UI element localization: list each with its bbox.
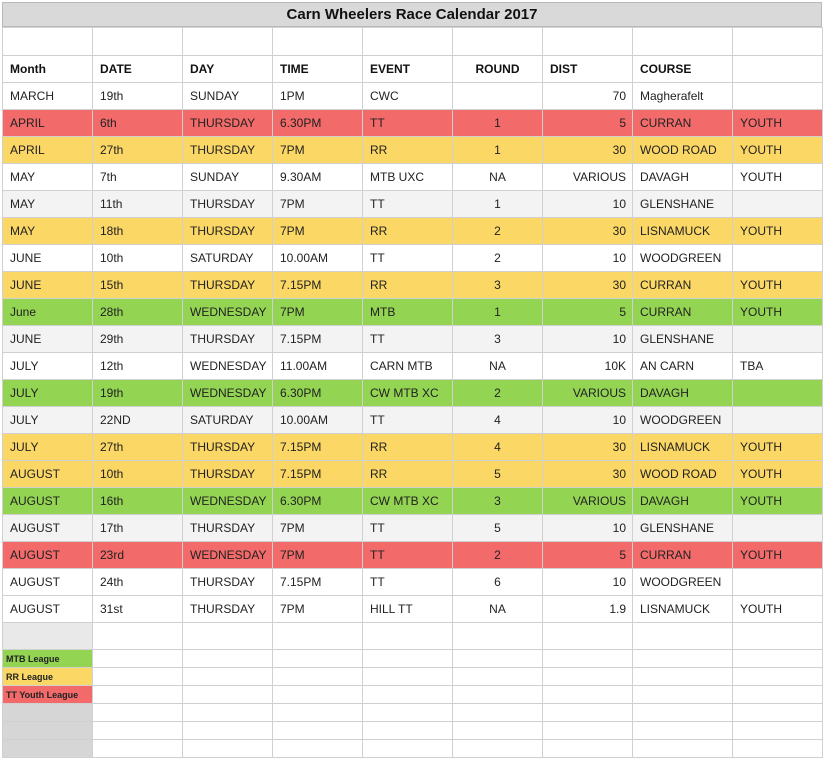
cell[interactable] bbox=[93, 722, 183, 740]
cell[interactable] bbox=[633, 623, 733, 650]
cell[interactable] bbox=[543, 740, 633, 758]
cell[interactable] bbox=[453, 623, 543, 650]
header-course[interactable]: COURSE bbox=[633, 56, 733, 83]
cell[interactable] bbox=[93, 668, 183, 686]
cell-round[interactable]: 1 bbox=[453, 137, 543, 164]
cell-day[interactable]: THURSDAY bbox=[183, 137, 273, 164]
cell-time[interactable]: 7.15PM bbox=[273, 569, 363, 596]
cell-round[interactable]: NA bbox=[453, 596, 543, 623]
cell-dist[interactable]: 5 bbox=[543, 110, 633, 137]
cell[interactable] bbox=[733, 668, 823, 686]
cell[interactable] bbox=[633, 704, 733, 722]
cell-day[interactable]: WEDNESDAY bbox=[183, 542, 273, 569]
cell-time[interactable]: 7.15PM bbox=[273, 434, 363, 461]
cell-day[interactable]: THURSDAY bbox=[183, 434, 273, 461]
cell-extra[interactable]: YOUTH bbox=[733, 164, 823, 191]
cell-day[interactable]: THURSDAY bbox=[183, 110, 273, 137]
cell-extra[interactable] bbox=[733, 407, 823, 434]
cell-month[interactable]: June bbox=[3, 299, 93, 326]
cell[interactable] bbox=[183, 650, 273, 668]
cell[interactable] bbox=[363, 668, 453, 686]
table-row bbox=[3, 245, 823, 272]
cell-extra[interactable] bbox=[733, 191, 823, 218]
cell-month[interactable]: AUGUST bbox=[3, 569, 93, 596]
cell-month[interactable]: AUGUST bbox=[3, 596, 93, 623]
cell[interactable] bbox=[273, 704, 363, 722]
table-row bbox=[3, 191, 823, 218]
cell-extra[interactable] bbox=[733, 515, 823, 542]
cell-event[interactable]: TT bbox=[363, 407, 453, 434]
cell[interactable] bbox=[93, 704, 183, 722]
cell-month[interactable]: JULY bbox=[3, 407, 93, 434]
cell-dist[interactable]: 30 bbox=[543, 434, 633, 461]
cell[interactable] bbox=[633, 28, 733, 56]
cell[interactable] bbox=[633, 740, 733, 758]
cell-month[interactable]: MARCH bbox=[3, 83, 93, 110]
cell-time[interactable]: 6.30PM bbox=[273, 488, 363, 515]
cell-month[interactable]: AUGUST bbox=[3, 488, 93, 515]
cell-course[interactable]: GLENSHANE bbox=[633, 191, 733, 218]
cell[interactable] bbox=[453, 668, 543, 686]
cell[interactable] bbox=[543, 650, 633, 668]
blank-row bbox=[3, 28, 823, 56]
cell-dist[interactable]: 70 bbox=[543, 83, 633, 110]
cell-day[interactable]: WEDNESDAY bbox=[183, 488, 273, 515]
table-row bbox=[3, 83, 823, 110]
cell[interactable] bbox=[733, 704, 823, 722]
header-row bbox=[3, 56, 823, 83]
cell-month[interactable]: APRIL bbox=[3, 137, 93, 164]
header-month[interactable]: Month bbox=[3, 56, 93, 83]
table-row bbox=[3, 596, 823, 623]
cell[interactable] bbox=[543, 704, 633, 722]
cell-day[interactable]: THURSDAY bbox=[183, 218, 273, 245]
cell-dist[interactable]: 1.9 bbox=[543, 596, 633, 623]
cell-dist[interactable]: 10 bbox=[543, 569, 633, 596]
cell[interactable] bbox=[273, 686, 363, 704]
cell-dist[interactable]: VARIOUS bbox=[543, 380, 633, 407]
cell-date[interactable]: 27th bbox=[93, 434, 183, 461]
table-row bbox=[3, 461, 823, 488]
cell-month[interactable]: AUGUST bbox=[3, 515, 93, 542]
cell-course[interactable]: DAVAGH bbox=[633, 380, 733, 407]
cell-extra[interactable] bbox=[733, 245, 823, 272]
cell[interactable] bbox=[543, 28, 633, 56]
cell[interactable] bbox=[363, 740, 453, 758]
sheet-title: Carn Wheelers Race Calendar 2017 bbox=[2, 2, 822, 27]
cell-dist[interactable]: 5 bbox=[543, 542, 633, 569]
cell-round[interactable]: 4 bbox=[453, 434, 543, 461]
cell-event[interactable]: TT bbox=[363, 245, 453, 272]
cell-date[interactable]: 27th bbox=[93, 137, 183, 164]
cell-dist[interactable]: VARIOUS bbox=[543, 488, 633, 515]
table-row bbox=[3, 380, 823, 407]
cell[interactable] bbox=[273, 28, 363, 56]
table-row bbox=[3, 353, 823, 380]
cell[interactable] bbox=[633, 686, 733, 704]
cell-course[interactable]: Magherafelt bbox=[633, 83, 733, 110]
calendar-table bbox=[2, 27, 823, 758]
cell-date[interactable]: 18th bbox=[93, 218, 183, 245]
cell-time[interactable]: 7PM bbox=[273, 137, 363, 164]
cell-month[interactable]: JULY bbox=[3, 380, 93, 407]
cell-course[interactable]: GLENSHANE bbox=[633, 326, 733, 353]
cell-time[interactable]: 10.00AM bbox=[273, 245, 363, 272]
table-row bbox=[3, 434, 823, 461]
cell-course[interactable]: LISNAMUCK bbox=[633, 434, 733, 461]
cell-round[interactable]: NA bbox=[453, 164, 543, 191]
cell-time[interactable]: 7.15PM bbox=[273, 326, 363, 353]
cell-dist[interactable]: 10 bbox=[543, 326, 633, 353]
cell[interactable] bbox=[363, 722, 453, 740]
cell[interactable] bbox=[733, 650, 823, 668]
cell-day[interactable]: THURSDAY bbox=[183, 461, 273, 488]
cell-event[interactable]: TT bbox=[363, 110, 453, 137]
cell-date[interactable]: 6th bbox=[93, 110, 183, 137]
cell-day[interactable]: THURSDAY bbox=[183, 569, 273, 596]
cell[interactable] bbox=[453, 704, 543, 722]
cell-day[interactable]: THURSDAY bbox=[183, 515, 273, 542]
cell-round[interactable]: 2 bbox=[453, 218, 543, 245]
cell-date[interactable]: 23rd bbox=[93, 542, 183, 569]
cell-event[interactable]: RR bbox=[363, 137, 453, 164]
cell[interactable] bbox=[453, 740, 543, 758]
header-round[interactable]: ROUND bbox=[453, 56, 543, 83]
cell-date[interactable]: 19th bbox=[93, 83, 183, 110]
legend-rr-league[interactable]: RR League bbox=[3, 668, 93, 686]
cell-month[interactable]: JULY bbox=[3, 434, 93, 461]
cell-date[interactable]: 19th bbox=[93, 380, 183, 407]
cell-round[interactable]: 4 bbox=[453, 407, 543, 434]
cell[interactable] bbox=[543, 722, 633, 740]
cell-course[interactable]: CURRAN bbox=[633, 110, 733, 137]
cell[interactable] bbox=[273, 740, 363, 758]
cell-round[interactable]: 2 bbox=[453, 245, 543, 272]
cell[interactable] bbox=[733, 740, 823, 758]
legend-tt-youth-league[interactable]: TT Youth League bbox=[3, 686, 93, 704]
cell[interactable] bbox=[273, 668, 363, 686]
cell-time[interactable]: 6.30PM bbox=[273, 110, 363, 137]
table-row bbox=[3, 488, 823, 515]
cell-time[interactable]: 7PM bbox=[273, 299, 363, 326]
cell-event[interactable]: CWC bbox=[363, 83, 453, 110]
cell[interactable] bbox=[453, 650, 543, 668]
cell-day[interactable]: THURSDAY bbox=[183, 326, 273, 353]
cell-course[interactable]: WOODGREEN bbox=[633, 245, 733, 272]
cell-event[interactable]: TT bbox=[363, 515, 453, 542]
cell-time[interactable]: 1PM bbox=[273, 83, 363, 110]
legend-row bbox=[3, 668, 823, 686]
cell-day[interactable]: THURSDAY bbox=[183, 272, 273, 299]
cell-date[interactable]: 15th bbox=[93, 272, 183, 299]
cell-event[interactable]: TT bbox=[363, 326, 453, 353]
cell[interactable] bbox=[633, 650, 733, 668]
cell[interactable] bbox=[733, 623, 823, 650]
cell-day[interactable]: SUNDAY bbox=[183, 83, 273, 110]
cell-day[interactable]: WEDNESDAY bbox=[183, 380, 273, 407]
cell-round[interactable]: 5 bbox=[453, 461, 543, 488]
cell[interactable] bbox=[453, 28, 543, 56]
table-row bbox=[3, 137, 823, 164]
cell[interactable] bbox=[363, 650, 453, 668]
cell-date[interactable]: 11th bbox=[93, 191, 183, 218]
cell[interactable] bbox=[93, 686, 183, 704]
cell[interactable] bbox=[453, 686, 543, 704]
cell-round[interactable]: 6 bbox=[453, 569, 543, 596]
cell-event[interactable]: HILL TT bbox=[363, 596, 453, 623]
legend-row bbox=[3, 650, 823, 668]
legend-mtb-league[interactable]: MTB League bbox=[3, 650, 93, 668]
legend-blank[interactable] bbox=[3, 704, 93, 722]
cell-course[interactable]: CURRAN bbox=[633, 542, 733, 569]
cell[interactable] bbox=[363, 623, 453, 650]
cell[interactable] bbox=[183, 740, 273, 758]
cell-event[interactable]: RR bbox=[363, 218, 453, 245]
cell-round[interactable]: 2 bbox=[453, 380, 543, 407]
cell-time[interactable]: 7.15PM bbox=[273, 272, 363, 299]
cell-course[interactable]: WOODGREEN bbox=[633, 407, 733, 434]
cell[interactable] bbox=[543, 686, 633, 704]
cell-course[interactable]: GLENSHANE bbox=[633, 515, 733, 542]
cell-extra[interactable]: YOUTH bbox=[733, 488, 823, 515]
header-dist[interactable]: DIST bbox=[543, 56, 633, 83]
cell[interactable] bbox=[93, 740, 183, 758]
legend-row bbox=[3, 686, 823, 704]
cell-event[interactable]: RR bbox=[363, 434, 453, 461]
cell-event[interactable]: TT bbox=[363, 191, 453, 218]
cell-round[interactable]: 1 bbox=[453, 191, 543, 218]
cell-extra[interactable]: YOUTH bbox=[733, 461, 823, 488]
legend-blank[interactable] bbox=[3, 740, 93, 758]
cell-extra[interactable]: YOUTH bbox=[733, 272, 823, 299]
cell-month[interactable]: MAY bbox=[3, 164, 93, 191]
cell-date[interactable]: 10th bbox=[93, 245, 183, 272]
header-day[interactable]: DAY bbox=[183, 56, 273, 83]
table-row bbox=[3, 164, 823, 191]
table-row bbox=[3, 272, 823, 299]
cell-day[interactable]: SUNDAY bbox=[183, 164, 273, 191]
cell-dist[interactable]: VARIOUS bbox=[543, 164, 633, 191]
cell-date[interactable]: 12th bbox=[93, 353, 183, 380]
cell-course[interactable]: DAVAGH bbox=[633, 164, 733, 191]
cell-day[interactable]: SATURDAY bbox=[183, 407, 273, 434]
cell-dist[interactable]: 30 bbox=[543, 272, 633, 299]
cell-event[interactable]: TT bbox=[363, 569, 453, 596]
cell-time[interactable]: 7PM bbox=[273, 515, 363, 542]
legend-row bbox=[3, 740, 823, 758]
cell-time[interactable]: 7PM bbox=[273, 542, 363, 569]
cell-course[interactable]: CURRAN bbox=[633, 272, 733, 299]
cell-date[interactable]: 28th bbox=[93, 299, 183, 326]
cell-date[interactable]: 31st bbox=[93, 596, 183, 623]
cell-month[interactable]: AUGUST bbox=[3, 461, 93, 488]
cell-date[interactable]: 10th bbox=[93, 461, 183, 488]
cell-month[interactable]: MAY bbox=[3, 218, 93, 245]
cell-course[interactable]: WOOD ROAD bbox=[633, 461, 733, 488]
cell[interactable] bbox=[543, 668, 633, 686]
cell-time[interactable]: 7.15PM bbox=[273, 461, 363, 488]
cell-time[interactable]: 11.00AM bbox=[273, 353, 363, 380]
cell-month[interactable]: APRIL bbox=[3, 110, 93, 137]
cell-extra[interactable] bbox=[733, 326, 823, 353]
cell[interactable] bbox=[363, 704, 453, 722]
cell[interactable] bbox=[453, 722, 543, 740]
cell[interactable] bbox=[183, 28, 273, 56]
cell-round[interactable]: 1 bbox=[453, 299, 543, 326]
table-row bbox=[3, 218, 823, 245]
cell-event[interactable]: MTB bbox=[363, 299, 453, 326]
cell-extra[interactable]: YOUTH bbox=[733, 434, 823, 461]
cell-day[interactable]: WEDNESDAY bbox=[183, 299, 273, 326]
table-row bbox=[3, 407, 823, 434]
cell-date[interactable]: 16th bbox=[93, 488, 183, 515]
cell-round[interactable]: 5 bbox=[453, 515, 543, 542]
cell[interactable] bbox=[363, 686, 453, 704]
legend-blank[interactable] bbox=[3, 722, 93, 740]
cell-extra[interactable] bbox=[733, 380, 823, 407]
cell-course[interactable]: LISNAMUCK bbox=[633, 596, 733, 623]
cell-course[interactable]: LISNAMUCK bbox=[633, 218, 733, 245]
cell-dist[interactable]: 10 bbox=[543, 245, 633, 272]
cell-extra[interactable]: YOUTH bbox=[733, 137, 823, 164]
header-event[interactable]: EVENT bbox=[363, 56, 453, 83]
table-row bbox=[3, 299, 823, 326]
cell[interactable] bbox=[93, 650, 183, 668]
cell[interactable] bbox=[733, 28, 823, 56]
cell[interactable] bbox=[93, 623, 183, 650]
cell[interactable] bbox=[183, 722, 273, 740]
blank-row bbox=[3, 623, 823, 650]
cell-round[interactable] bbox=[453, 83, 543, 110]
header-time[interactable]: TIME bbox=[273, 56, 363, 83]
cell-dist[interactable]: 5 bbox=[543, 299, 633, 326]
cell-date[interactable]: 24th bbox=[93, 569, 183, 596]
cell-course[interactable]: AN CARN bbox=[633, 353, 733, 380]
legend-row bbox=[3, 704, 823, 722]
cell-dist[interactable]: 30 bbox=[543, 218, 633, 245]
cell-round[interactable]: 3 bbox=[453, 488, 543, 515]
cell[interactable] bbox=[633, 668, 733, 686]
cell[interactable] bbox=[273, 722, 363, 740]
cell-round[interactable]: 1 bbox=[453, 110, 543, 137]
table-row bbox=[3, 326, 823, 353]
cell-dist[interactable]: 30 bbox=[543, 461, 633, 488]
cell[interactable] bbox=[3, 623, 93, 650]
cell-extra[interactable]: YOUTH bbox=[733, 596, 823, 623]
cell-extra[interactable]: YOUTH bbox=[733, 542, 823, 569]
cell-dist[interactable]: 10 bbox=[543, 407, 633, 434]
cell-month[interactable]: MAY bbox=[3, 191, 93, 218]
cell-extra[interactable] bbox=[733, 83, 823, 110]
cell-round[interactable]: NA bbox=[453, 353, 543, 380]
cell-month[interactable]: JUNE bbox=[3, 272, 93, 299]
cell-extra[interactable]: TBA bbox=[733, 353, 823, 380]
cell-dist[interactable]: 30 bbox=[543, 137, 633, 164]
cell-month[interactable]: JUNE bbox=[3, 326, 93, 353]
legend-row bbox=[3, 722, 823, 740]
cell-day[interactable]: THURSDAY bbox=[183, 191, 273, 218]
table-row bbox=[3, 542, 823, 569]
cell[interactable] bbox=[183, 704, 273, 722]
cell-event[interactable]: RR bbox=[363, 272, 453, 299]
cell-day[interactable]: WEDNESDAY bbox=[183, 353, 273, 380]
cell[interactable] bbox=[93, 28, 183, 56]
cell-course[interactable]: CURRAN bbox=[633, 299, 733, 326]
cell[interactable] bbox=[3, 28, 93, 56]
cell-event[interactable]: MTB UXC bbox=[363, 164, 453, 191]
cell-dist[interactable]: 10K bbox=[543, 353, 633, 380]
cell-time[interactable]: 7PM bbox=[273, 218, 363, 245]
cell-event[interactable]: CARN MTB bbox=[363, 353, 453, 380]
cell-event[interactable]: RR bbox=[363, 461, 453, 488]
cell-dist[interactable]: 10 bbox=[543, 191, 633, 218]
cell-extra[interactable]: YOUTH bbox=[733, 218, 823, 245]
cell-event[interactable]: TT bbox=[363, 542, 453, 569]
table-row bbox=[3, 515, 823, 542]
cell-month[interactable]: JULY bbox=[3, 353, 93, 380]
cell-extra[interactable] bbox=[733, 569, 823, 596]
cell-time[interactable]: 7PM bbox=[273, 191, 363, 218]
cell-course[interactable]: WOODGREEN bbox=[633, 569, 733, 596]
cell-month[interactable]: JUNE bbox=[3, 245, 93, 272]
cell-date[interactable]: 17th bbox=[93, 515, 183, 542]
cell-date[interactable]: 22ND bbox=[93, 407, 183, 434]
cell-day[interactable]: SATURDAY bbox=[183, 245, 273, 272]
cell[interactable] bbox=[733, 686, 823, 704]
cell-extra[interactable]: YOUTH bbox=[733, 110, 823, 137]
cell-round[interactable]: 3 bbox=[453, 326, 543, 353]
cell[interactable] bbox=[543, 623, 633, 650]
table-row bbox=[3, 569, 823, 596]
cell-dist[interactable]: 10 bbox=[543, 515, 633, 542]
cell-round[interactable]: 2 bbox=[453, 542, 543, 569]
cell-course[interactable]: WOOD ROAD bbox=[633, 137, 733, 164]
cell[interactable] bbox=[183, 623, 273, 650]
cell-day[interactable]: THURSDAY bbox=[183, 596, 273, 623]
cell-time[interactable]: 6.30PM bbox=[273, 380, 363, 407]
cell[interactable] bbox=[633, 722, 733, 740]
cell-date[interactable]: 29th bbox=[93, 326, 183, 353]
cell-time[interactable]: 7PM bbox=[273, 596, 363, 623]
cell-date[interactable]: 7th bbox=[93, 164, 183, 191]
header-extra[interactable] bbox=[733, 56, 823, 83]
cell-round[interactable]: 3 bbox=[453, 272, 543, 299]
cell[interactable] bbox=[273, 623, 363, 650]
cell[interactable] bbox=[363, 28, 453, 56]
table-row bbox=[3, 110, 823, 137]
cell[interactable] bbox=[183, 668, 273, 686]
cell-extra[interactable]: YOUTH bbox=[733, 299, 823, 326]
header-date[interactable]: DATE bbox=[93, 56, 183, 83]
cell[interactable] bbox=[733, 722, 823, 740]
cell[interactable] bbox=[273, 650, 363, 668]
cell[interactable] bbox=[183, 686, 273, 704]
cell-event[interactable]: CW MTB XC bbox=[363, 380, 453, 407]
cell-month[interactable]: AUGUST bbox=[3, 542, 93, 569]
cell-time[interactable]: 9.30AM bbox=[273, 164, 363, 191]
cell-course[interactable]: DAVAGH bbox=[633, 488, 733, 515]
cell-time[interactable]: 10.00AM bbox=[273, 407, 363, 434]
cell-event[interactable]: CW MTB XC bbox=[363, 488, 453, 515]
